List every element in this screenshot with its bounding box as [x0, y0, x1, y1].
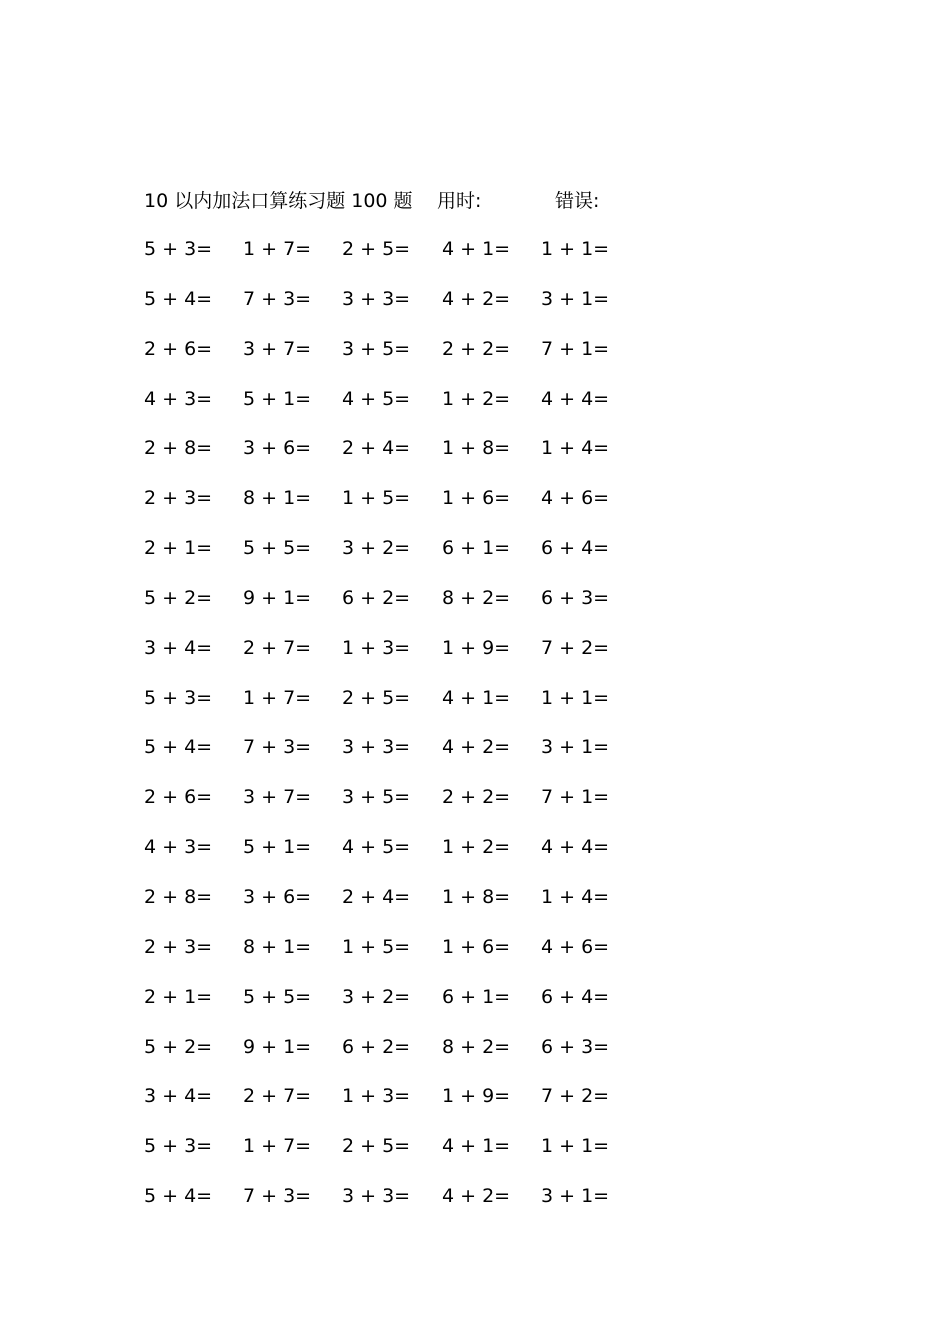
problem-item: 4 + 2= [442, 736, 511, 759]
problem-item: 1 + 6= [442, 935, 511, 958]
problem-item: 7 + 1= [541, 786, 610, 809]
problem-item: 1 + 2= [442, 387, 511, 410]
problem-item: 5 + 4= [144, 1185, 213, 1208]
problem-item: 2 + 2= [442, 786, 511, 809]
problem-item: 3 + 3= [342, 287, 411, 310]
problem-row [144, 532, 664, 582]
problem-item: 6 + 3= [541, 586, 610, 609]
problem-item: 3 + 5= [342, 337, 411, 360]
problem-item: 8 + 2= [442, 586, 511, 609]
problem-item: 1 + 6= [442, 487, 511, 510]
problem-row [144, 333, 664, 383]
problem-item: 1 + 9= [442, 1085, 511, 1108]
time-label: 用时: [437, 190, 482, 212]
problem-row [144, 981, 664, 1031]
problem-item: 6 + 3= [541, 1035, 610, 1058]
problem-item: 1 + 3= [342, 636, 411, 659]
problem-item: 2 + 6= [144, 786, 213, 809]
problem-item: 2 + 4= [342, 885, 411, 908]
problem-item: 3 + 5= [342, 786, 411, 809]
problem-item: 6 + 2= [342, 1035, 411, 1058]
problem-row [144, 1031, 664, 1081]
problem-item: 1 + 9= [442, 636, 511, 659]
problem-item: 8 + 1= [243, 935, 312, 958]
problem-item: 3 + 1= [541, 287, 610, 310]
problem-item: 2 + 4= [342, 437, 411, 460]
problem-row [144, 283, 664, 333]
problem-item: 6 + 2= [342, 586, 411, 609]
problem-item: 5 + 4= [144, 736, 213, 759]
problem-row [144, 383, 664, 433]
problem-item: 8 + 2= [442, 1035, 511, 1058]
problem-item: 4 + 1= [442, 1135, 511, 1158]
problem-item: 1 + 8= [442, 437, 511, 460]
problem-item: 5 + 1= [243, 836, 312, 859]
problem-item: 8 + 1= [243, 487, 312, 510]
problem-item: 2 + 1= [144, 537, 213, 560]
problem-item: 1 + 1= [541, 1135, 610, 1158]
problem-row [144, 931, 664, 981]
problem-item: 3 + 1= [541, 736, 610, 759]
problem-item: 5 + 3= [144, 686, 213, 709]
problem-row [144, 731, 664, 781]
problem-item: 3 + 6= [243, 885, 312, 908]
problem-item: 4 + 5= [342, 836, 411, 859]
problem-item: 6 + 4= [541, 537, 610, 560]
problem-item: 1 + 5= [342, 935, 411, 958]
problem-item: 7 + 1= [541, 337, 610, 360]
problem-item: 5 + 1= [243, 387, 312, 410]
problem-row [144, 632, 664, 682]
problem-item: 1 + 4= [541, 437, 610, 460]
problem-item: 1 + 7= [243, 238, 312, 260]
problem-item: 2 + 8= [144, 885, 213, 908]
problem-row [144, 1080, 664, 1130]
problem-item: 2 + 3= [144, 487, 213, 510]
problem-item: 2 + 5= [342, 686, 411, 709]
problem-row [144, 781, 664, 831]
problem-item: 5 + 3= [144, 1135, 213, 1158]
problem-item: 7 + 3= [243, 287, 312, 310]
problem-item: 1 + 8= [442, 885, 511, 908]
problem-item: 5 + 2= [144, 586, 213, 609]
problem-item: 2 + 3= [144, 935, 213, 958]
problem-item: 4 + 4= [541, 387, 610, 410]
problem-item: 2 + 2= [442, 337, 511, 360]
problem-row [144, 1130, 664, 1180]
problem-item: 5 + 3= [144, 238, 213, 260]
problem-item: 2 + 7= [243, 636, 312, 659]
problem-row [144, 881, 664, 931]
problem-row [144, 432, 664, 482]
problem-item: 5 + 5= [243, 537, 312, 560]
problem-item: 9 + 1= [243, 586, 312, 609]
problem-item: 3 + 4= [144, 1085, 213, 1108]
problem-item: 3 + 2= [342, 985, 411, 1008]
problem-item: 3 + 7= [243, 786, 312, 809]
problem-item: 3 + 1= [541, 1185, 610, 1208]
problem-item: 6 + 1= [442, 985, 511, 1008]
problem-item: 4 + 6= [541, 487, 610, 510]
problem-item: 7 + 3= [243, 736, 312, 759]
problem-item: 2 + 8= [144, 437, 213, 460]
problem-item: 1 + 7= [243, 686, 312, 709]
problem-item: 5 + 4= [144, 287, 213, 310]
problem-item: 4 + 3= [144, 387, 213, 410]
problem-item: 7 + 2= [541, 1085, 610, 1108]
problem-item: 3 + 3= [342, 1185, 411, 1208]
problem-item: 4 + 5= [342, 387, 411, 410]
problem-item: 5 + 2= [144, 1035, 213, 1058]
problem-item: 5 + 5= [243, 985, 312, 1008]
problem-item: 2 + 7= [243, 1085, 312, 1108]
problem-row [144, 1180, 664, 1230]
problem-item: 7 + 3= [243, 1185, 312, 1208]
problem-row [144, 682, 664, 732]
worksheet-title: 10 以内加法口算练习题 100 题 [144, 190, 413, 212]
problem-item: 2 + 6= [144, 337, 213, 360]
problem-item: 6 + 1= [442, 537, 511, 560]
problem-item: 6 + 4= [541, 985, 610, 1008]
problem-item: 1 + 5= [342, 487, 411, 510]
problem-item: 2 + 5= [342, 238, 411, 260]
problem-item: 9 + 1= [243, 1035, 312, 1058]
problem-item: 2 + 1= [144, 985, 213, 1008]
problem-item: 3 + 2= [342, 537, 411, 560]
problem-item: 1 + 3= [342, 1085, 411, 1108]
problem-item: 1 + 7= [243, 1135, 312, 1158]
problem-item: 4 + 4= [541, 836, 610, 859]
problem-item: 1 + 2= [442, 836, 511, 859]
problem-item: 4 + 6= [541, 935, 610, 958]
problem-item: 4 + 2= [442, 287, 511, 310]
problem-row [144, 233, 664, 283]
problem-item: 4 + 1= [442, 238, 511, 260]
problem-item: 1 + 1= [541, 238, 610, 260]
problem-item: 3 + 7= [243, 337, 312, 360]
problem-item: 1 + 4= [541, 885, 610, 908]
problem-item: 3 + 4= [144, 636, 213, 659]
problem-item: 3 + 6= [243, 437, 312, 460]
problem-row [144, 582, 664, 632]
problem-item: 7 + 2= [541, 636, 610, 659]
problem-item: 4 + 2= [442, 1185, 511, 1208]
problem-item: 3 + 3= [342, 736, 411, 759]
problem-item: 4 + 1= [442, 686, 511, 709]
problem-row [144, 831, 664, 881]
problem-item: 1 + 1= [541, 686, 610, 709]
problem-grid [144, 233, 664, 1230]
problem-row [144, 482, 664, 532]
error-label: 错误: [555, 190, 600, 212]
problem-item: 2 + 5= [342, 1135, 411, 1158]
problem-item: 4 + 3= [144, 836, 213, 859]
